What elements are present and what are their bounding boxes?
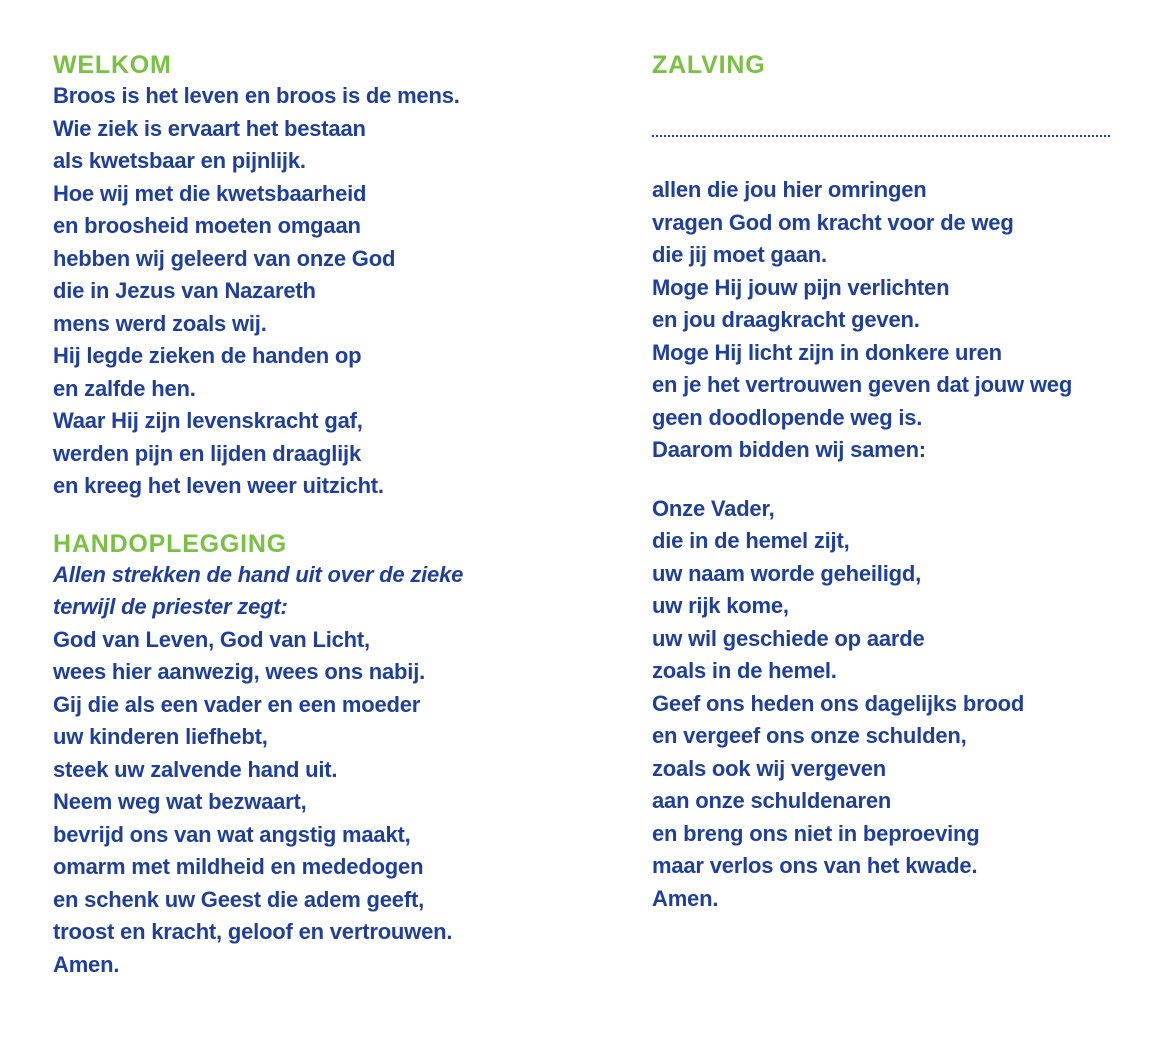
handoplegging-line: Neem weg wat bezwaart,: [53, 789, 307, 814]
onze-vader-line: zoals in de hemel.: [652, 658, 837, 683]
zalving-heading: ZALVING: [652, 51, 766, 79]
handoplegging-line: steek uw zalvende hand uit.: [53, 756, 338, 782]
welkom-line: als kwetsbaar en pijnlijk.: [53, 148, 306, 173]
handoplegging-line: Amen.: [53, 951, 120, 977]
welkom-line: mens werd zoals wij.: [53, 310, 267, 336]
left-column: [53, 50, 613, 981]
zalving-line: vragen God om kracht voor de weg: [652, 209, 1014, 235]
onze-vader-line: zoals ook wij vergeven: [652, 755, 887, 781]
onze-vader-line: maar verlos ons van het kwade.: [652, 853, 978, 878]
zalving-text: [652, 174, 1132, 467]
welkom-line: en zalfde hen.: [53, 375, 196, 401]
onze-vader-line: en vergeef ons onze schulden,: [652, 723, 967, 748]
handoplegging-line: omarm met mildheid en mededogen: [53, 854, 424, 879]
section-spacer: [652, 467, 1132, 493]
onze-vader-line: Amen.: [652, 885, 719, 911]
zalving-line: Moge Hij jouw pijn verlichten: [652, 274, 950, 300]
handoplegging-line: troost en kracht, geloof en vertrouwen.: [53, 919, 453, 944]
welkom-line: werden pijn en lijden draaglijk: [53, 440, 361, 466]
handoplegging-heading: HANDOPLEGGING: [53, 529, 288, 558]
onze-vader-line: Onze Vader,: [652, 495, 775, 521]
welkom-line: Waar Hij zijn levenskracht gaf,: [53, 408, 363, 433]
welkom-line: en kreeg het leven weer uitzicht.: [53, 473, 384, 498]
handoplegging-line: God van Leven, God van Licht,: [53, 626, 370, 652]
handoplegging-instruction: [53, 559, 613, 624]
onze-vader-line: aan onze schuldenaren: [652, 788, 892, 813]
handoplegging-line: bevrijd ons van wat angstig maakt,: [53, 821, 411, 847]
handoplegging-line: uw kinderen liefhebt,: [53, 724, 268, 749]
onze-vader-line: uw wil geschiede op aarde: [652, 625, 925, 651]
name-fill-in-line: [652, 135, 1110, 137]
right-column: [652, 50, 1132, 915]
zalving-line: Daarom bidden wij samen:: [652, 437, 926, 462]
welkom-line: Broos is het leven en broos is de mens.: [53, 83, 460, 108]
zalving-line: geen doodlopende weg is.: [652, 404, 923, 430]
welkom-line: Hoe wij met die kwetsbaarheid: [53, 180, 367, 206]
welkom-line: hebben wij geleerd van onze God: [53, 245, 396, 271]
zalving-line: die jij moet gaan.: [652, 242, 827, 267]
welkom-heading: WELKOM: [53, 51, 172, 79]
handoplegging-line: Gij die als een vader en een moeder: [53, 691, 421, 717]
onze-vader-line: Geef ons heden ons dagelijks brood: [652, 690, 1025, 716]
welkom-text: [53, 80, 613, 503]
zalving-line: en jou draagkracht geven.: [652, 307, 920, 332]
onze-vader-text: [652, 493, 1132, 916]
onze-vader-line: uw rijk kome,: [652, 593, 789, 618]
section-spacer: [53, 503, 613, 529]
zalving-line: en je het vertrouwen geven dat jouw weg: [652, 372, 1073, 397]
instruction-line: Allen strekken de hand uit over de zieke: [53, 561, 464, 587]
handoplegging-text: [53, 624, 613, 982]
onze-vader-line: uw naam worde geheiligd,: [652, 560, 922, 586]
onze-vader-line: en breng ons niet in beproeving: [652, 820, 980, 846]
onze-vader-line: die in de hemel zijt,: [652, 528, 850, 553]
welkom-line: die in Jezus van Nazareth: [53, 278, 316, 303]
handoplegging-line: en schenk uw Geest die adem geeft,: [53, 886, 424, 912]
zalving-line: allen die jou hier omringen: [652, 177, 927, 202]
zalving-line: Moge Hij licht zijn in donkere uren: [652, 339, 1002, 365]
handoplegging-line: wees hier aanwezig, wees ons nabij.: [53, 659, 426, 684]
welkom-line: Hij legde zieken de handen op: [53, 343, 362, 368]
instruction-line: terwijl de priester zegt:: [53, 594, 288, 619]
welkom-line: en broosheid moeten omgaan: [53, 213, 361, 238]
welkom-line: Wie ziek is ervaart het bestaan: [53, 115, 366, 141]
